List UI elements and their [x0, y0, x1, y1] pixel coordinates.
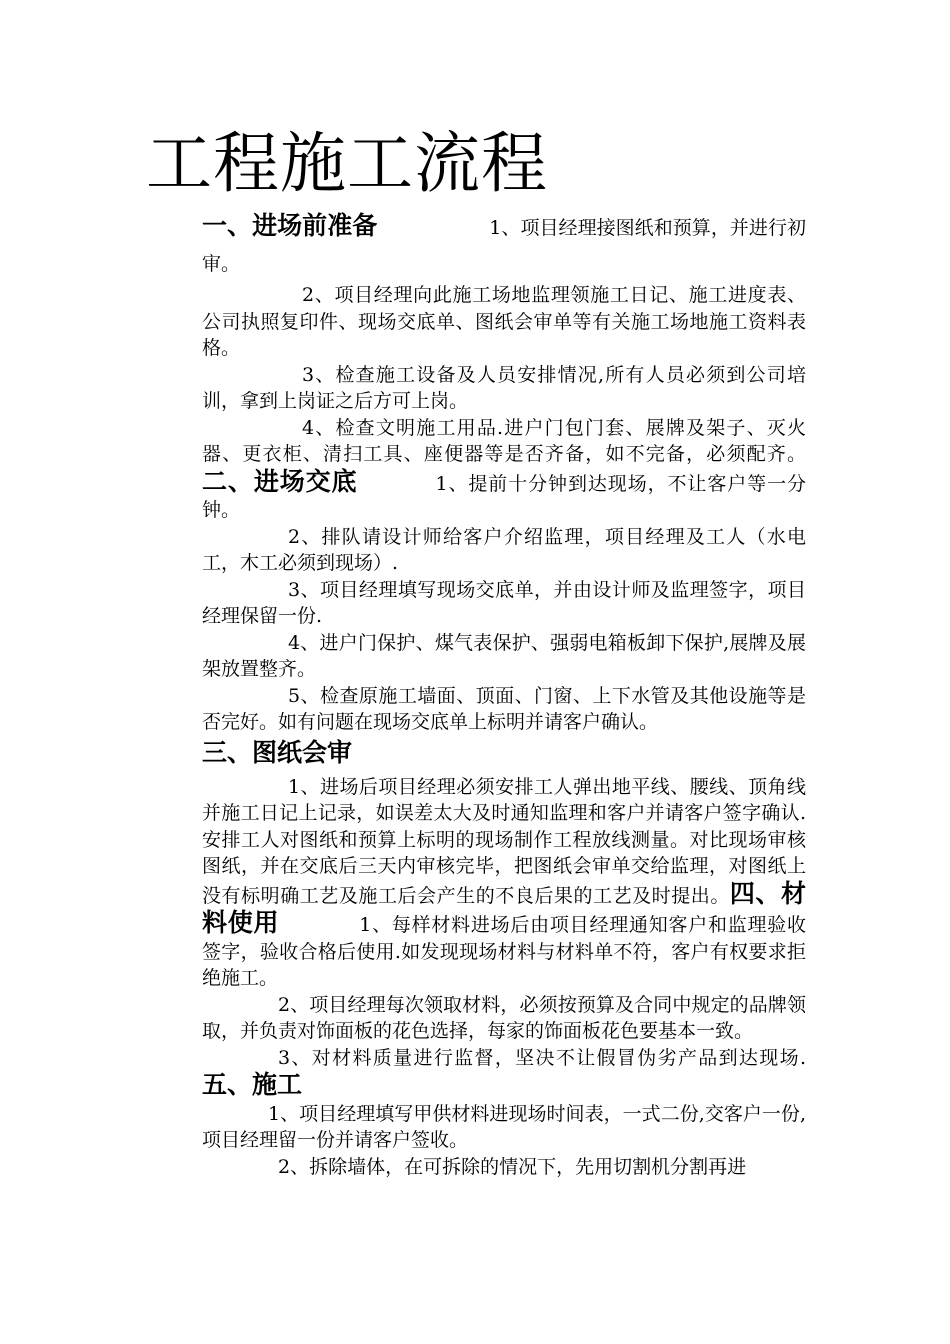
section-5-item-2: 2、拆除墙体，在可拆除的情况下，先用切割机分割再进: [278, 1155, 747, 1178]
section-2-item-5: 5、检查原施工墙面、顶面、门窗、上下水管及其他设施等是否完好。如有问题在现场交底单上标明并请客户确认。: [202, 684, 806, 733]
section-5-heading: 五、施工: [202, 1070, 303, 1099]
section-4-item-1: 1、每样材料进场后由项目经理通知客户和监理验收签字，验收合格后使用.如发现现场材料与材料单不符，客户有权要求拒绝施工。: [202, 914, 806, 989]
section-1-heading: 一、进场前准备: [202, 211, 378, 240]
section-1-item-2: 2、项目经理向此施工场地监理领施工日记、施工进度表、公司执照复印件、现场交底单、图纸会审单等有关施工场地施工资料表格。: [202, 284, 806, 359]
section-2-heading: 二、进场交底: [202, 466, 358, 496]
section-1-item-1: 1、项目经理接图纸和预算，并进行初审。: [202, 217, 806, 275]
section-4-heading: 四、材料使用: [202, 878, 806, 937]
section-2-item-2: 2、排队请设计师给客户介绍监理，项目经理及工人（水电工，木工必须到现场）.: [202, 525, 806, 574]
document-body: [202, 210, 806, 1180]
section-1-item-4-text: 4、检查文明施工用品.进户门包门套、展牌及架子、灭火器、更衣柜、清扫工具、座便器等是否齐备，如不完备，必须配齐。: [202, 416, 806, 465]
section-4-item-2: 2、项目经理每次领取材料，必须按预算及合同中规定的品牌领取，并负责对饰面板的花色选择，每家的饰面板花色要基本一致。: [202, 993, 806, 1042]
section-5-item-1: 1、项目经理填写甲供材料进现场时间表，一式二份,交客户一份,项目经理留一份并请客户签收。: [202, 1102, 806, 1151]
section-1-item-3: 3、检查施工设备及人员安排情况,所有人员必须到公司培训，拿到上岗证之后方可上岗。: [202, 363, 806, 412]
section-4-item-3: [202, 1045, 806, 1101]
document-title: 工程施工流程: [146, 125, 548, 202]
section-3-item-1: [202, 774, 806, 992]
section-4-item-3-text: 3、对材料质量进行监督，坚决不让假冒伪劣产品到达现场.: [278, 1046, 806, 1069]
section-2-item-3: 3、项目经理填写现场交底单，并由设计师及监理签字，项目经理保留一份.: [202, 578, 806, 627]
section-2-item-1: 1、提前十分钟到达现场，不让客户等一分钟。: [202, 472, 806, 521]
section-3-heading-line: [202, 736, 806, 774]
section-1-item-4: [202, 415, 806, 524]
section-3-item-1-text: 1、进场后项目经理必须安排工人弹出地平线、腰线、顶角线并施工日记上记录，如误差太大及时通知监理和客户并请客户签字确认.安排工人对图纸和预算上标明的现场制作工程放线测量。对比现场审核图纸，并在交底后三天内审核完毕，把图纸会审单交给监理，对图纸上没有标明确工艺及施工后会产生的不良后果的工艺及时提出。: [202, 775, 806, 907]
section-2-item-4: 4、进户门保护、煤气表保护、强弱电箱板卸下保护,展牌及展架放置整齐。: [202, 631, 806, 680]
section-3-heading: 三、图纸会审: [202, 737, 353, 767]
section-1-intro: [202, 210, 806, 282]
